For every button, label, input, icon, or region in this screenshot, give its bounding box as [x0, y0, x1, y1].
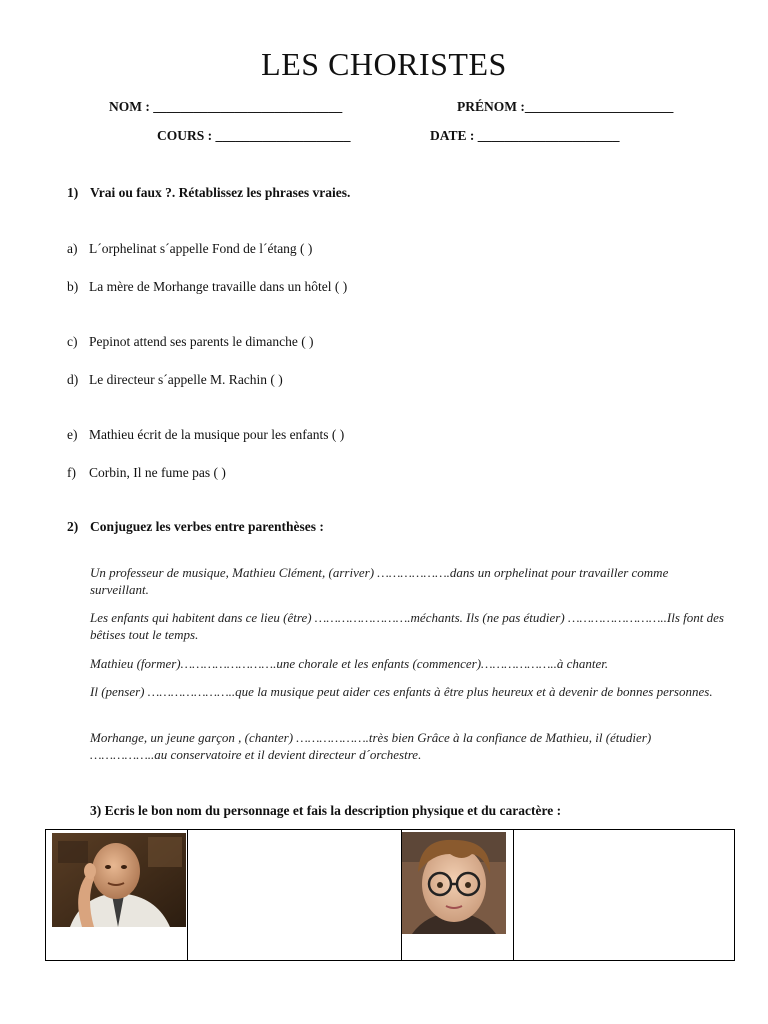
description-cell-1[interactable] — [187, 830, 401, 961]
list-item: f) Corbin, Il ne fume pas ( ) — [67, 465, 226, 480]
exercise-paragraph: Un professeur de musique, Mathieu Clément, (arriver) ……………….dans un orphelinat pour travailler comme surveillant. — [90, 565, 669, 597]
description-cell-2[interactable] — [514, 830, 735, 961]
list-item: c) Pepinot attend ses parents le dimanche ( ) — [67, 334, 314, 349]
section2-title: Conjuguez les verbes entre parenthèses : — [90, 519, 324, 534]
list-item: b) La mère de Morhange travaille dans un hôtel ( ) — [67, 279, 348, 294]
list-item: d) Le directeur s´appelle M. Rachin ( ) — [67, 372, 283, 387]
section3-heading: 3) Ecris le bon nom du personnage et fais la description physique et du caractère : — [90, 803, 562, 818]
section1-title: Vrai ou faux ?. Rétablissez les phrases vraies. — [90, 185, 351, 200]
photo-cell-mathieu — [46, 830, 188, 961]
exercise-paragraph: Mathieu (former)…………………….une chorale et les enfants (commencer)………………..à chanter. — [90, 656, 609, 671]
section2-heading — [67, 519, 324, 535]
prenom-field[interactable]: PRÉNOM :______________________ — [457, 99, 674, 114]
character-table — [45, 829, 735, 961]
date-field[interactable]: DATE : _____________________ — [430, 128, 620, 143]
section2-number: 2) — [67, 519, 79, 534]
photo-boy-pepinot — [402, 832, 506, 934]
exercise-paragraph: Les enfants qui habitent dans ce lieu (être) …………………….méchants. Ils (ne pas étudier) ……………………..Ils font des bêtises tout le temps. — [90, 610, 724, 642]
photo-teacher-mathieu — [52, 833, 186, 927]
exercise-paragraph: Il (penser) …………………..que la musique peut aider ces enfants à être plus heureux et à devenir de bonnes personnes. — [90, 684, 713, 699]
list-item: e) Mathieu écrit de la musique pour les enfants ( ) — [67, 427, 345, 442]
section1-heading — [67, 185, 350, 201]
list-item: a) L´orphelinat s´appelle Fond de l´étang ( ) — [67, 241, 313, 256]
exercise-paragraph: Morhange, un jeune garçon , (chanter) ……………….très bien Grâce à la confiance de Mathieu, il (étudier) ……………..au conservatoire et il devient directeur d´orchestre. — [90, 730, 652, 762]
photo-cell-morhange — [401, 830, 514, 961]
section1-number: 1) — [67, 185, 79, 200]
page-title: LES CHORISTES — [261, 46, 507, 82]
nom-field[interactable]: NOM : ____________________________ — [109, 99, 343, 114]
cours-field[interactable]: COURS : ____________________ — [157, 128, 351, 143]
